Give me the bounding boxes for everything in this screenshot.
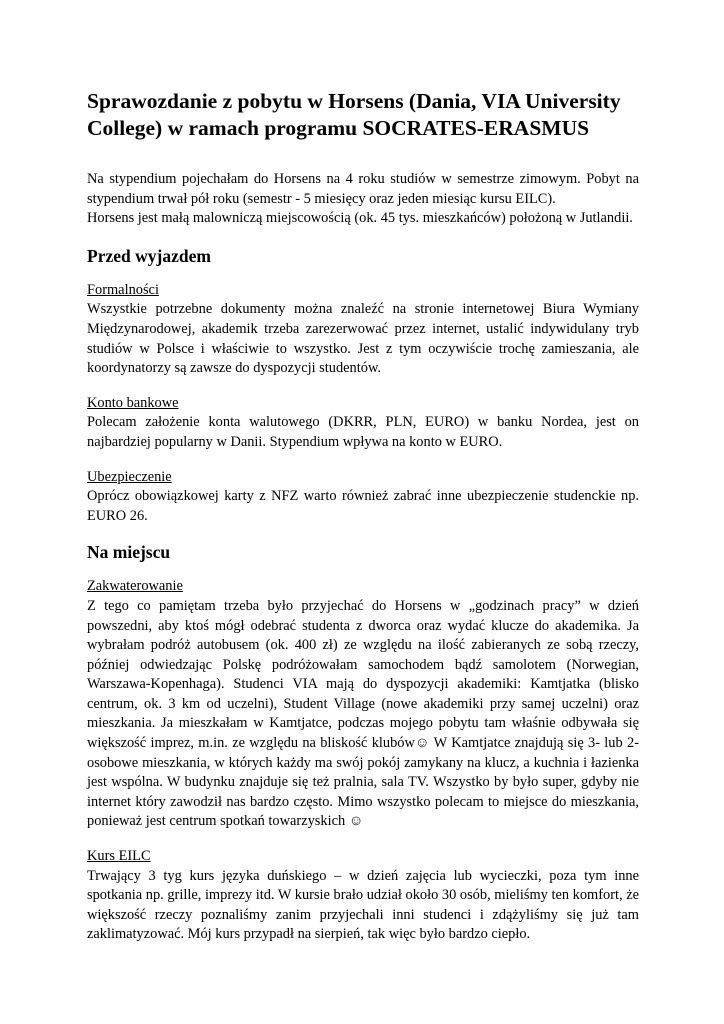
subheading: Formalności (87, 281, 159, 298)
block-text: Z tego co pamiętam trzeba było przyjechać do Horsens w „godzinach pracy” w dzień powszedni, aby ktoś mógł odebrać studenta z dworca oraz wydać klucze do akademika. Ja wybrałam podróż autobusem (ok. 400 zł) ze względu na ilość zabieranych ze sobą rzeczy, później odwiedzając Polskę podróżowałam samochodem bądź samolotem (Norwegian, Warszawa-Kopenhaga). Studenci VIA mają do dyspozycji akademiki: Kamtjatka (blisko centrum, ok. 3 km od uczelni), Student Village (nowe akademiki przy samej uczelni) oraz mieszkania. Ja mieszkałam w Kamtjatce, podczas mojego pobytu tam właśnie odbywała się większość imprez, m.in. ze względu na bliskość klubów☺ W Kamtjatce znajdują się 3- lub 2-osobowe mieszkania, w których każdy ma swój pokój zamykany na klucz, a kuchnia i łazienka jest wspólna. W budynku znajduje się też pralnia, sala TV. Wszystko by było super, gdyby nie internet który zawodził nas bardzo często. Mimo wszystko polecam to miejsce do mieszkania, ponieważ jest centrum spotkań towarzyskich ☺ (87, 597, 639, 830)
block-bank-account (87, 394, 639, 453)
subheading: Ubezpieczenie (87, 468, 172, 485)
block-accommodation (87, 577, 639, 832)
document-page (87, 88, 639, 960)
section-before-departure (87, 245, 639, 527)
block-eilc-course (87, 847, 639, 945)
intro (87, 170, 639, 229)
block-insurance (87, 468, 639, 527)
subheading: Zakwaterowanie (87, 578, 183, 595)
intro-paragraph-1: Na stypendium pojechałam do Horsens na 4 roku studiów w semestrze zimowym. Pobyt na stypendium trwał pół roku (semestr - 5 miesięcy oraz jeden miesiąc kursu EILC). (87, 171, 639, 207)
subheading: Kurs EILC (87, 848, 151, 865)
block-text: Polecam założenie konta walutowego (DKRR, PLN, EURO) w banku Nordea, jest on najbardziej popularny w Danii. Stypendium wpływa na konto w EURO. (87, 414, 639, 450)
block-formalities (87, 281, 639, 379)
subheading: Konto bankowe (87, 394, 179, 411)
block-text: Trwający 3 tyg kurs języka duńskiego – w dzień zajęcia lub wycieczki, poza tym inne spotkania np. grille, imprezy itd. W kursie brało udział około 30 osób, mieliśmy ten komfort, że większość rzeczy poznaliśmy zanim przyjechali inni studenci i zdążyliśmy się już tam zaklimatyzować. Mój kurs przypadł na sierpień, tak więc było bardzo ciepło. (87, 867, 639, 943)
block-text: Wszystkie potrzebne dokumenty można znaleźć na stronie internetowej Biura Wymiany Międzynarodowej, akademik trzeba zarezerwować przez internet, ustalić indywidulany tryb studiów w Polsce i właściwie to wszystko. Jest z tym oczywiście trochę zamieszania, ale koordynatorzy są zawsze do dyspozycji studentów. (87, 301, 639, 377)
section-heading: Przed wyjazdem (87, 245, 211, 266)
block-text: Oprócz obowiązkowej karty z NFZ warto również zabrać inne ubezpieczenie studenckie np. EURO 26. (87, 488, 639, 524)
document-title: Sprawozdanie z pobytu w Horsens (Dania, VIA University College) w ramach programu SOCRATES-ERASMUS (87, 89, 621, 140)
section-heading: Na miejscu (87, 542, 171, 563)
intro-paragraph-2: Horsens jest małą malowniczą miejscowością (ok. 45 tys. mieszkańców) położoną w Jutlandii. (87, 210, 633, 227)
section-on-site (87, 541, 639, 945)
